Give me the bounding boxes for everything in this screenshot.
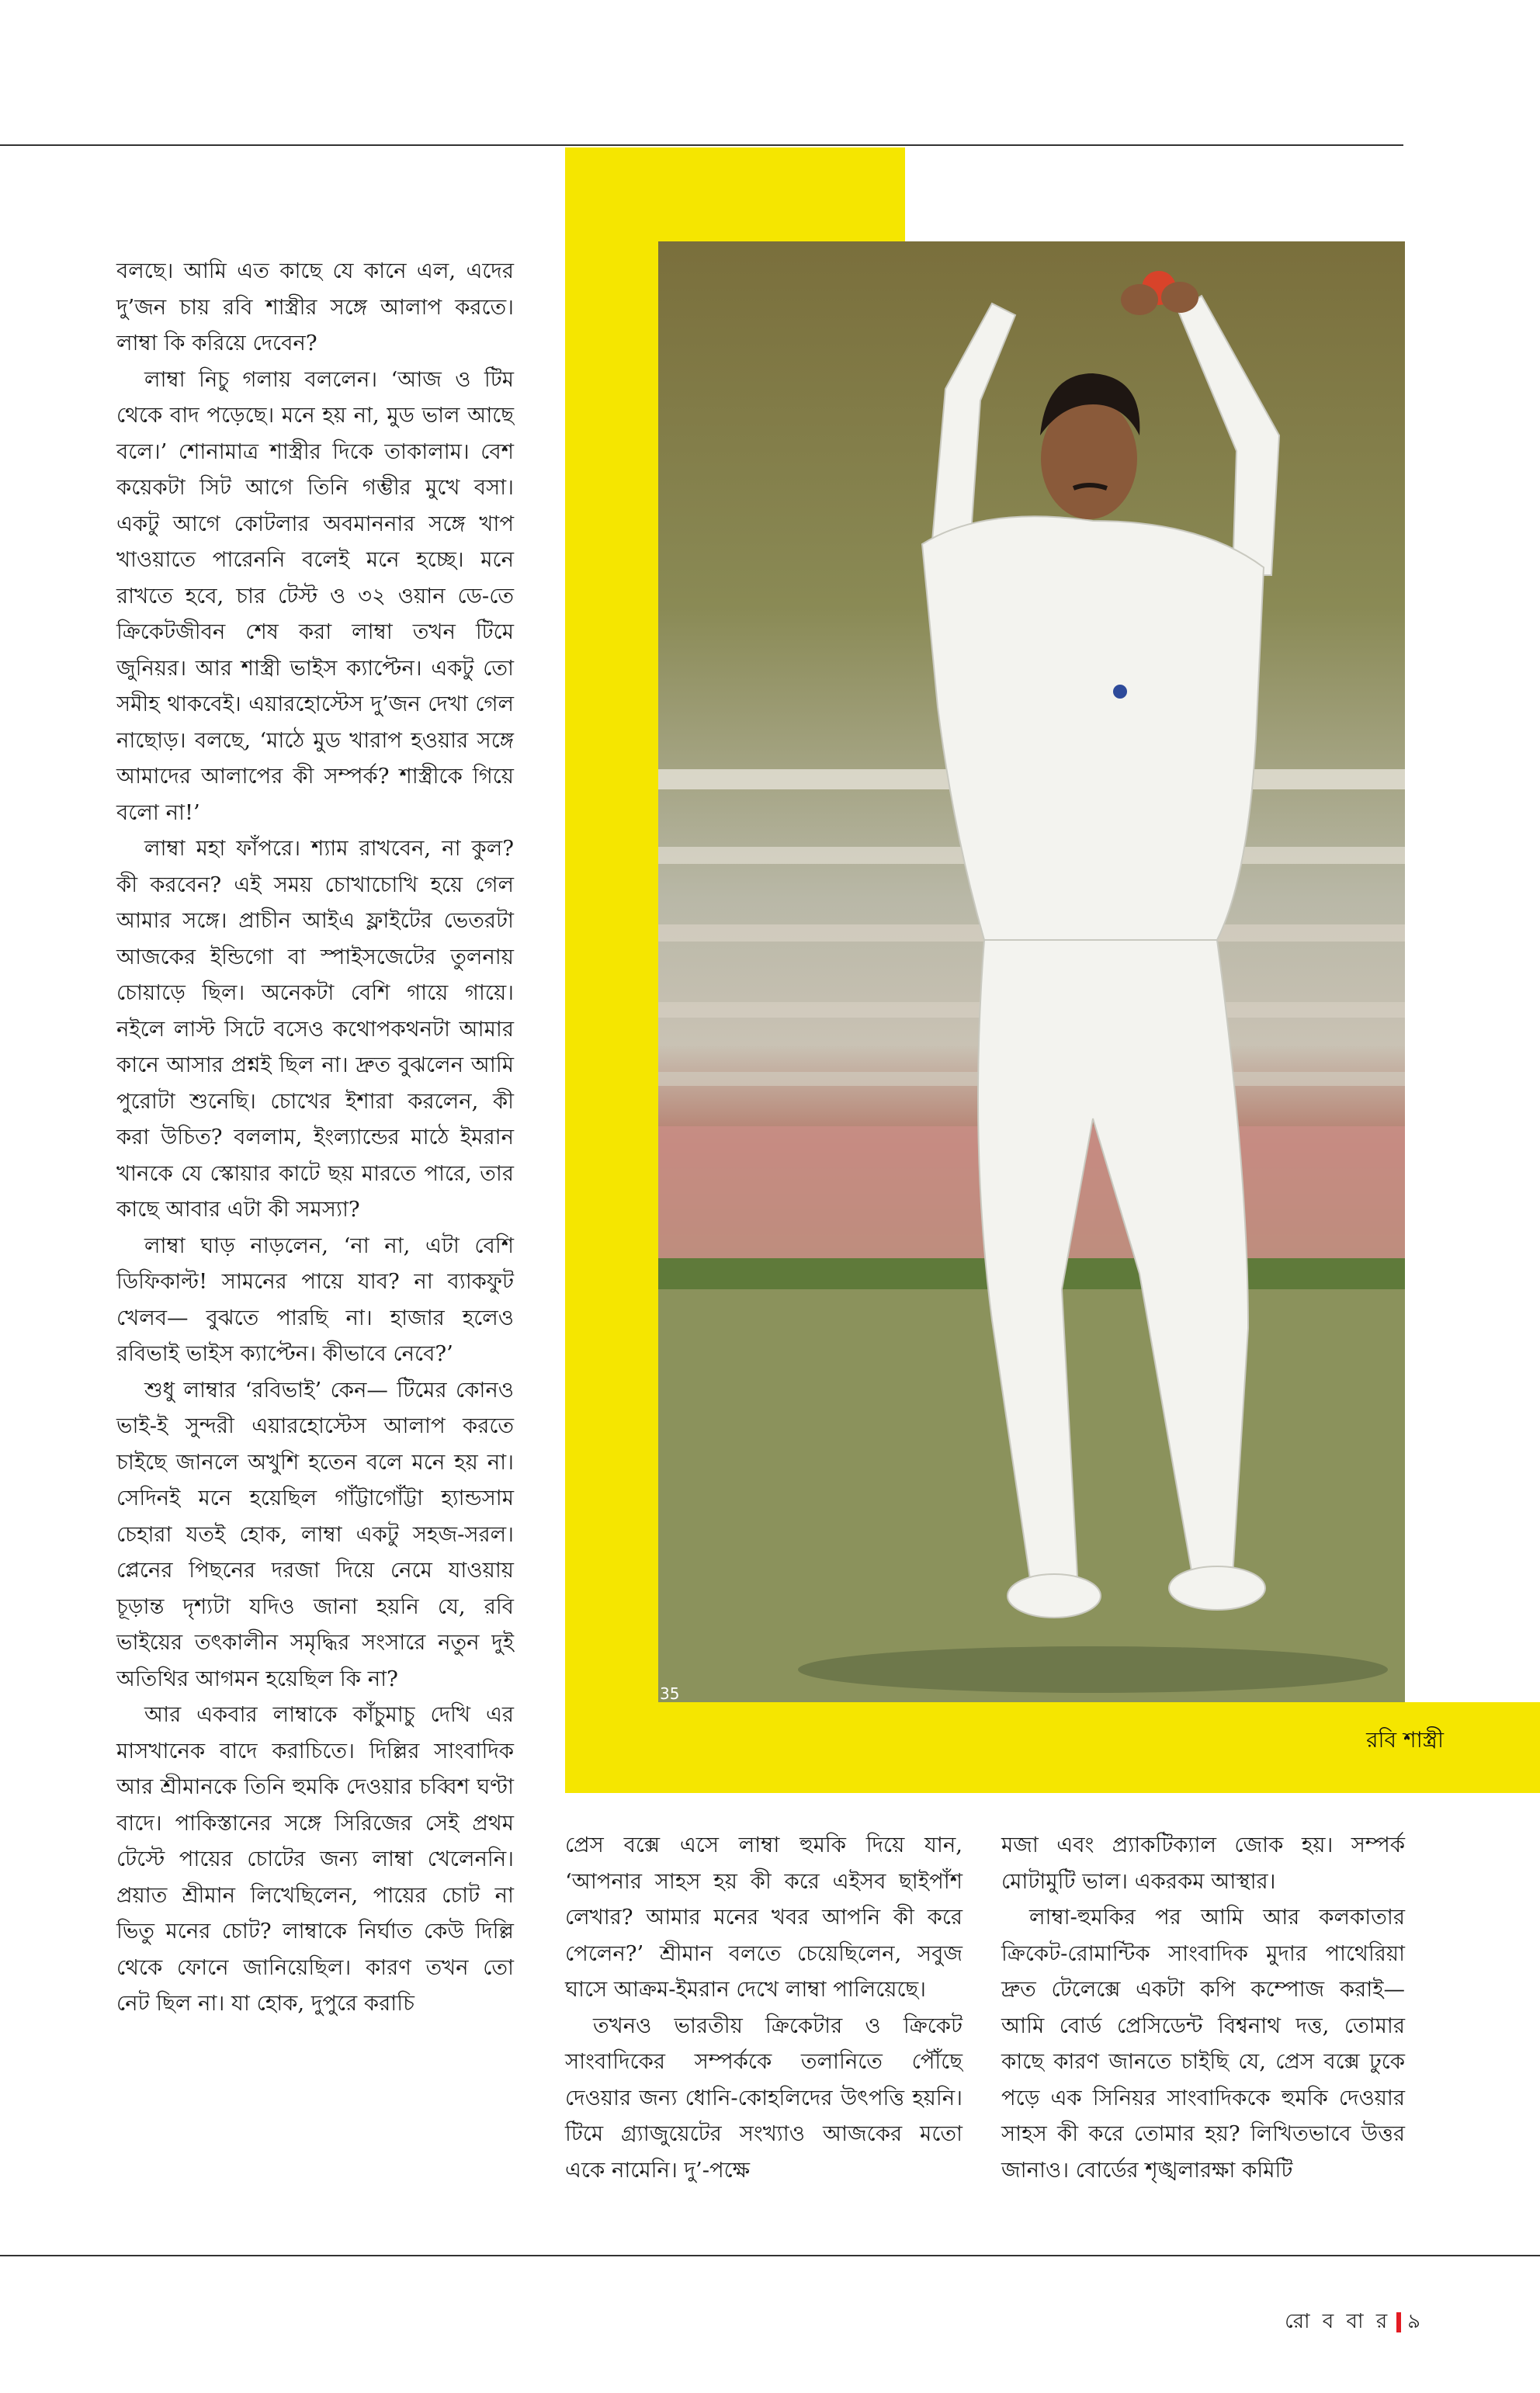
article-column-3 <box>1001 1827 1405 2188</box>
paragraph: লাম্বা ঘাড় নাড়লেন, ‘না না, এটা বেশি ডিফিকাল্ট! সামনের পায়ে যাব? না ব্যাকফুট খেলব— বুঝতে পারছি না। হাজার হলেও রবিভাই ভাইস ক্যাপ্টেন। কীভাবে নেবে?’ <box>116 1233 514 1366</box>
magazine-name: রো ব বা র <box>1285 2310 1391 2333</box>
folio-divider <box>1396 2312 1401 2332</box>
article-column-2 <box>565 1827 962 2188</box>
photo-caption: রবি শাস্ত্রী <box>1366 1727 1444 1753</box>
paragraph: বলছে। আমি এত কাছে যে কানে এল, এদের দু’জন চায় রবি শাস্ত্রীর সঙ্গে আলাপ করতে। লাম্বা কি করিয়ে দেবেন? <box>116 258 514 355</box>
paragraph: আর একবার লাম্বাকে কাঁচুমাচু দেখি এর মাসখানেক বাদে করাচিতে। দিল্লির সাংবাদিক আর শ্রীমানকে তিনি হুমকি দেওয়ার চব্বিশ ঘণ্টা বাদে। পাকিস্তানের সঙ্গে সিরিজের সেই প্রথম টেস্টে পায়ের চোটের জন্য লাম্বা খেলেননি। প্রয়াত শ্রীমান লিখেছিলেন, পায়ের চোট না ভিতু মনের চোট? লাম্বাকে নির্ঘাত কেউ দিল্লি থেকে ফোনে জানিয়েছিল। কারণ তখন তো নেট ছিল না। যা হোক, দুপুরে করাচি <box>116 1702 514 2016</box>
folio <box>1285 2305 1424 2339</box>
paragraph: প্রেস বক্সে এসে লাম্বা হুমকি দিয়ে যান, ‘আপনার সাহস হয় কী করে এইসব ছাইপাঁশ লেখার? আমার মনের খবর আপনি কী করে পেলেন?’ শ্রীমান বলতে চেয়েছিলেন, সবুজ ঘাসে আক্রম-ইমরান দেখে লাম্বা পালিয়েছে। <box>565 1833 962 2002</box>
paragraph: তখনও ভারতীয় ক্রিকেটার ও ক্রিকেট সাংবাদিকের সম্পর্ককে তলানিতে পৌঁছে দেওয়ার জন্য ধোনি-কোহলিদের উৎপত্তি হয়নি। টিমে গ্র্যাজুয়েটের সংখ্যাও আজকের মতো একে নামেনি। দু’-পক্ষে <box>565 2013 962 2183</box>
paragraph: লাম্বা-হুমকির পর আমি আর কলকাতার ক্রিকেট-রোমান্টিক সাংবাদিক মুদার পাথেরিয়া দ্রুত টেলেক্সে একটা কপি কম্পোজ করাই— আমি বোর্ড প্রেসিডেন্ট বিশ্বনাথ দত্ত, তোমার কাছে কারণ জানতে চাইছি যে, প্রেস বক্সে ঢুকে পড়ে এক সিনিয়র সাংবাদিককে হুমকি দেওয়ার সাহস কী করে তোমার হয়? লিখিতভাবে উত্তর জানাও। বোর্ডের শৃঙ্খলারক্ষা কমিটি <box>1001 1905 1405 2183</box>
paragraph: শুধু লাম্বার ‘রবিভাই’ কেন— টিমের কোনও ভাই-ই সুন্দরী এয়ারহোস্টেস আলাপ করতে চাইছে জানলে অখুশি হতেন বলে মনে হয় না। সেদিনই মনে হয়েছিল গাঁট্টাগোঁট্টা হ্যান্ডসাম চেহারা যতই হোক, লাম্বা একটু সহজ-সরল। প্লেনের পিছনের দরজা দিয়ে নেমে যাওয়ায় চূড়ান্ত দৃশ্যটা যদিও জানা হয়নি যে, রবি ভাইয়ের তৎকালীন সমৃদ্ধির সংসারে নতুন দুই অতিথির আগমন হয়েছিল কি না? <box>116 1377 514 1691</box>
article-column-1 <box>116 253 514 2022</box>
bottom-rule <box>0 2255 1540 2256</box>
paragraph: লাম্বা মহা ফাঁপরে। শ্যাম রাখবেন, না কুল? কী করবেন? এই সময় চোখাচোখি হয়ে গেল আমার সঙ্গে। প্রাচীন আইএ ফ্লাইটের ভেতরটা আজকের ইন্ডিগো বা স্পাইসজেটের তুলনায় চোয়াড়ে ছিল। অনেকটা বেশি গায়ে গায়ে। নইলে লাস্ট সিটে বসেও কথোপকথনটা আমার কানে আসার প্রশ্নই ছিল না। দ্রুত বুঝলেন আমি পুরোটা শুনেছি। চোখের ইশারা করলেন, কী করা উচিত? বললাম, ইংল্যান্ডের মাঠে ইমরান খানকে যে স্কোয়ার কাটে ছয় মারতে পারে, তার কাছে আবার এটা কী সমস্যা? <box>116 836 514 1222</box>
photo-credit-mark: 35 <box>660 1684 680 1702</box>
paragraph: লাম্বা নিচু গলায় বললেন। ‘আজ ও টিম থেকে বাদ পড়েছে। মনে হয় না, মুড ভাল আছে বলে।’ শোনামাত্র শাস্ত্রীর দিকে তাকালাম। বেশ কয়েকটা সিট আগে তিনি গম্ভীর মুখে বসা। একটু আগে কোটলার অবমাননার সঙ্গে খাপ খাওয়াতে পারেননি বলেই মনে হচ্ছে। মনে রাখতে হবে, চার টেস্ট ও ৩২ ওয়ান ডে-তে ক্রিকেটজীবন শেষ করা লাম্বা তখন টিমে জুনিয়র। আর শাস্ত্রী ভাইস ক্যাপ্টেন। একটু তো সমীহ থাকবেই। এয়ারহোস্টেস দু’জন দেখা গেল নাছোড়। বলছে, ‘মাঠে মুড খারাপ হওয়ার সঙ্গে আমাদের আলাপের কী সম্পর্ক? শাস্ত্রীকে গিয়ে বলো না!’ <box>116 366 514 825</box>
paragraph: মজা এবং প্র্যাকটিক্যাল জোক হয়। সম্পর্ক মোটামুটি ভাল। একরকম আস্থার। <box>1001 1833 1405 1894</box>
top-rule <box>0 144 1403 146</box>
yellow-block-left <box>565 147 658 1793</box>
photo-ravi-shastri <box>658 241 1405 1702</box>
page-number: ৯ <box>1407 2310 1424 2333</box>
